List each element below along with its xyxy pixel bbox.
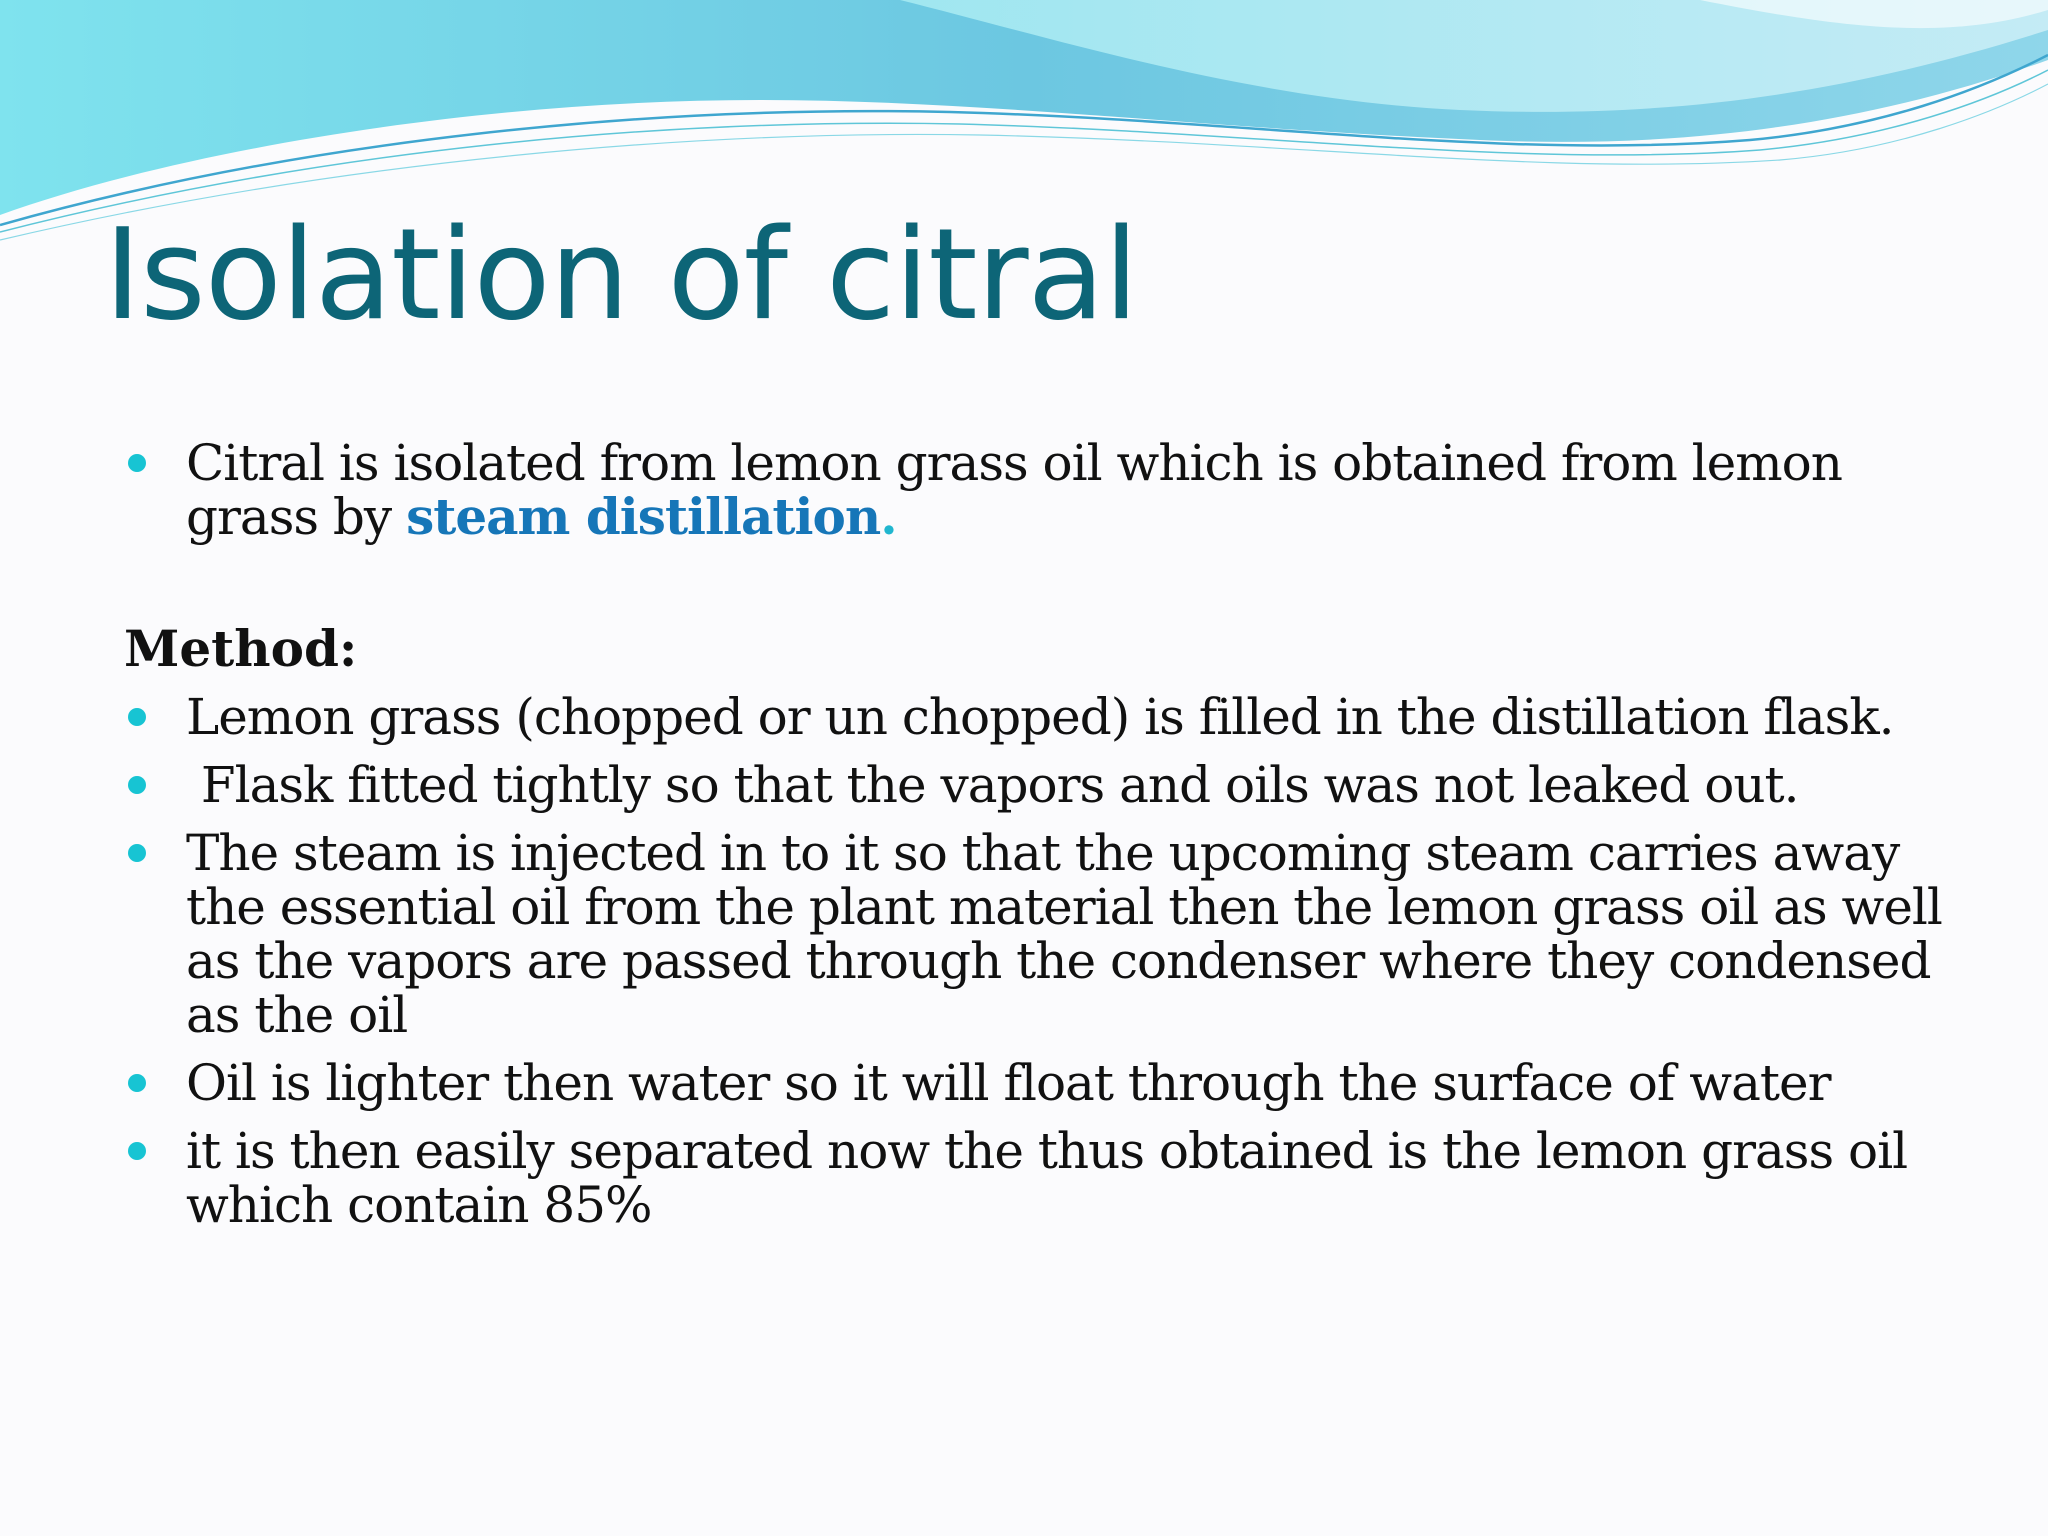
highlight-period: . [880, 487, 897, 546]
method-item-2 [124, 758, 1964, 812]
method-item-text: it is then easily separated now the thus obtained is the lemon grass oil which contain 85% [186, 1122, 1908, 1234]
intro-bullet [124, 436, 1964, 544]
method-item-text: Oil is lighter then water so it will float through the surface of water [186, 1054, 1831, 1112]
bullet-dot-icon [128, 1074, 146, 1092]
slide-content [124, 436, 1964, 1232]
method-item-text: The steam is injected in to it so that the upcoming steam carries away the essential oil from the plant material then the lemon grass oil as well as the vapors are passed through the condenser where they condensed as the oil [186, 824, 1942, 1044]
bullet-dot-icon [128, 776, 146, 794]
intro-text: Citral is isolated from lemon grass oil which is obtained from lemon grass by [186, 434, 1842, 546]
method-item-4 [124, 1056, 1964, 1110]
method-heading: Method: [124, 619, 358, 678]
highlight-steam-distillation: steam distillation [406, 487, 881, 546]
bullet-dot-icon [128, 708, 146, 726]
method-item-3 [124, 826, 1964, 1042]
method-item-text: Lemon grass (chopped or un chopped) is filled in the distillation flask. [186, 688, 1894, 746]
method-item-text: Flask fitted tightly so that the vapors and oils was not leaked out. [186, 756, 1799, 814]
bullet-dot-icon [128, 454, 146, 472]
method-item-5 [124, 1124, 1964, 1232]
bullet-dot-icon [128, 844, 146, 862]
slide-title: Isolation of citral [104, 201, 1138, 348]
method-item-1 [124, 690, 1964, 744]
bullet-dot-icon [128, 1142, 146, 1160]
